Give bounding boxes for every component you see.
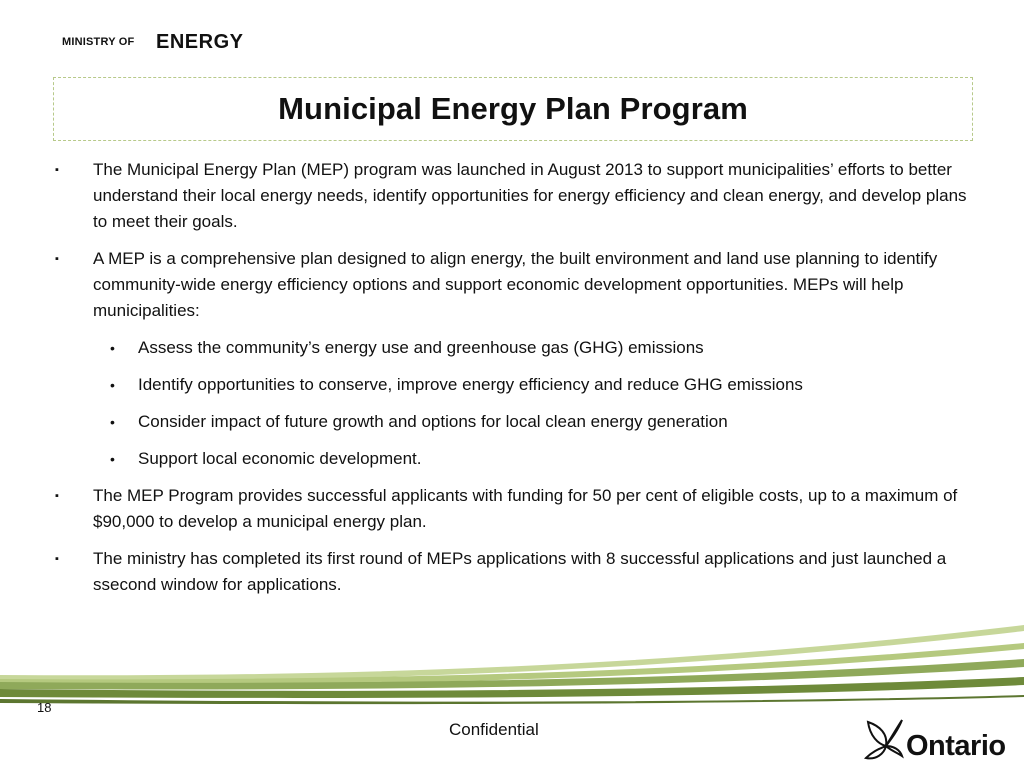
page-title: Municipal Energy Plan Program: [278, 91, 748, 126]
sub-bullet-item: • Identify opportunities to conserve, improve energy efficiency and reduce GHG emissions: [55, 372, 975, 398]
bullet-item: ▪ The ministry has completed its first round of MEPs applications with 8 successful applications and just launched a ssecond window for applications.: [55, 546, 975, 598]
energy-label: ENERGY: [156, 31, 244, 53]
sub-bullet-item: • Assess the community’s energy use and greenhouse gas (GHG) emissions: [55, 335, 975, 361]
sub-bullet-item: • Consider impact of future growth and options for local clean energy generation: [55, 409, 975, 435]
bullet-item: ▪ The MEP Program provides successful applicants with funding for 50 per cent of eligible costs, up to a maximum of $90,000 to develop a municipal energy plan.: [55, 483, 975, 535]
decorative-swoosh: [0, 615, 1024, 705]
page-number: 18: [37, 700, 52, 715]
confidential-label: Confidential: [449, 720, 539, 739]
bullet-item: ▪ A MEP is a comprehensive plan designed to align energy, the built environment and land use planning to identify community-wide energy efficiency options and support economic development opportunities. MEPs will help municipalities:: [55, 246, 975, 324]
ontario-logo-text: Ontario: [906, 730, 1006, 762]
bullet-item: ▪ The Municipal Energy Plan (MEP) program was launched in August 2013 to support municipalities’ efforts to better understand their local energy needs, identify opportunities for energy efficiency and clean energy, and develop plans to meet their goals.: [55, 157, 975, 235]
ministry-of-label: MINISTRY OF: [62, 36, 135, 48]
slide-content: [55, 157, 975, 609]
title-box: [53, 77, 973, 141]
sub-bullet-item: • Support local economic development.: [55, 446, 975, 472]
